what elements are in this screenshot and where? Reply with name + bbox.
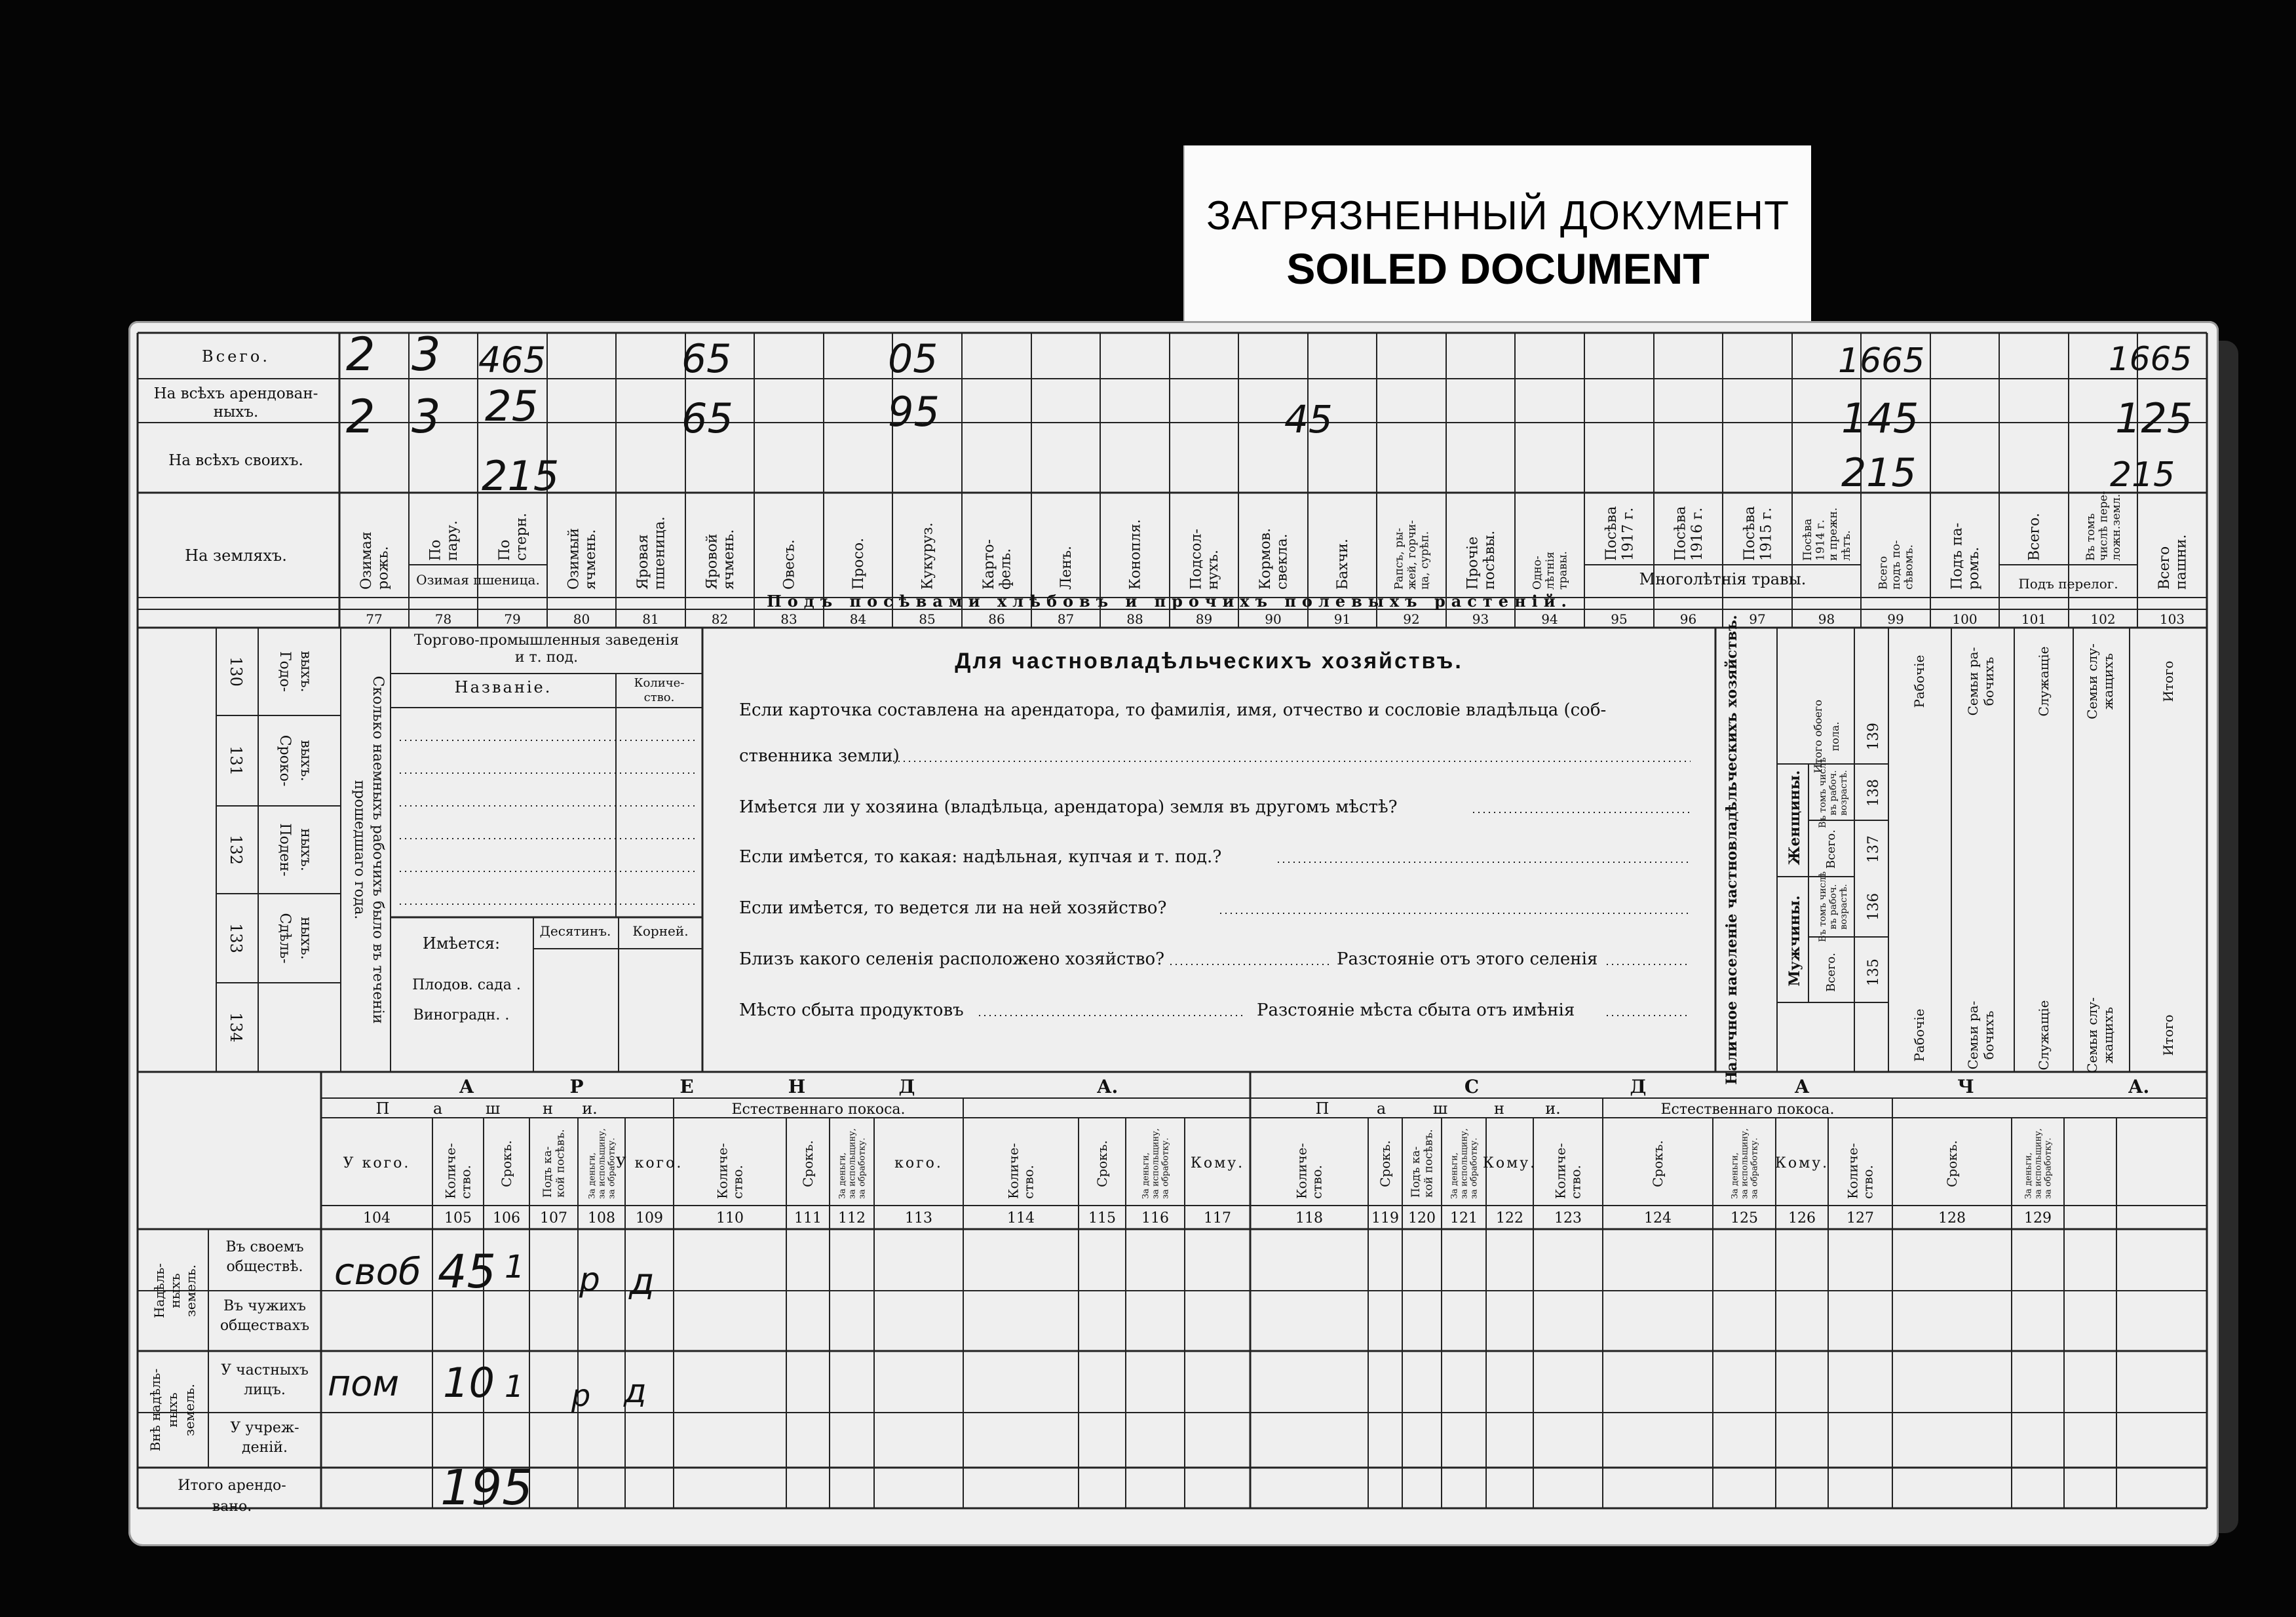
column-header-94: травы. (1556, 551, 1570, 590)
workers-col-number: 130 (227, 656, 245, 687)
column-number: 82 (711, 611, 729, 627)
population-right-col: Семьи слу- (2084, 997, 2100, 1073)
arenda-letter: А (459, 1076, 474, 1097)
population-right-col: Рабочiе (1911, 1008, 1927, 1062)
hand-total-rented: 195 (440, 1460, 533, 1516)
workers-title: Сколько наемныхъ рабочихъ было въ теченiи (370, 675, 386, 1024)
column-number: 90 (1265, 611, 1282, 627)
column-header-102: числѣ пере- (2097, 491, 2111, 561)
private-q-market: Мѣсто сбыта продуктовъ (739, 1000, 964, 1020)
lease-col-head: за обработку. (857, 1137, 868, 1199)
lease-col-head: Кому. (1482, 1155, 1537, 1171)
workers-col-label: ныхъ. (297, 917, 314, 960)
population-right-col: Служащiе (2036, 1000, 2052, 1071)
population-num: 137 (1866, 835, 1882, 863)
lease-col-head: за испольщину, (597, 1128, 607, 1199)
column-number: 88 (1126, 611, 1143, 627)
lease-col-head: ство. (1020, 1165, 1037, 1199)
column-number: 89 (1195, 611, 1213, 627)
column-header-102: Въ томъ (2084, 513, 2097, 561)
column-header-82: Яровой (704, 533, 721, 590)
lease-col-head: Срокъ. (1650, 1140, 1666, 1187)
column-header-80: ячмень. (582, 529, 599, 590)
private-q-other-land: Имѣется ли у хозяина (владѣльца, арендатора) земля въ другомъ мѣстѣ? (739, 797, 1398, 817)
column-number: 83 (780, 611, 797, 627)
column-header-79: По (497, 539, 514, 561)
lease-col-head: Срокъ. (1944, 1140, 1960, 1187)
population-right-col: бочихъ (1981, 1010, 1997, 1060)
group-grass-label: Многолѣтнiя травы. (1639, 570, 1807, 588)
pashni-letter: П (375, 1099, 390, 1118)
hand-own-society-crop: р (579, 1261, 600, 1299)
row-group-outside: земель. (182, 1383, 197, 1437)
hand-rented-sown: 145 (1841, 394, 1919, 442)
pashni-letter: а (432, 1099, 443, 1118)
population-right-col: Семьи слу- (2084, 643, 2100, 719)
private-q-owner: Если карточка составлена на арендатора, то фамилiя, имя, отчество и сословiе владѣльца (соб- (739, 700, 1607, 720)
row-label-rented: ныхъ. (213, 404, 259, 421)
arenda-letter: Р (569, 1076, 584, 1097)
lease-col-number: 121 (1450, 1210, 1478, 1227)
population-working: Въ томъ числѣ (1818, 757, 1828, 828)
lease-col-head: Срокъ. (499, 1140, 514, 1187)
workers-col-label: Годо- (277, 651, 293, 693)
hand-private-crop: р (571, 1378, 591, 1413)
hand-rented-melons: 45 (1284, 397, 1333, 442)
lease-col-head: Кому. (1190, 1155, 1245, 1171)
trade-name-header: Названiе. (454, 678, 552, 696)
label-ru: ЗАГРЯЗНЕННЫЙ ДОКУМЕНТ (1206, 193, 1789, 238)
row-other-society: обществахъ (220, 1318, 310, 1334)
population-right-col: жащихъ (2100, 653, 2116, 710)
lease-col-head: за обработку. (1750, 1137, 1760, 1199)
column-header-90: свекла. (1274, 533, 1291, 590)
hand-total-millet: 05 (888, 336, 938, 382)
lease-col-head: ство. (1567, 1165, 1584, 1199)
trade-qty-header: Количе- (634, 676, 685, 690)
lease-col-head: за обработку. (1469, 1137, 1480, 1199)
column-number: 98 (1818, 611, 1835, 627)
lease-col-head: Количе- (1845, 1143, 1861, 1199)
row-total: Итого арендо- (178, 1477, 286, 1494)
lease-col-head: за обработку. (1160, 1137, 1171, 1199)
population-title: Наличное населенiе частновладѣльческихъ хозяйствъ. (1723, 615, 1740, 1085)
hand-private-qty: 10 (443, 1359, 495, 1407)
row-group-outside: Внѣ надѣль- (147, 1368, 163, 1452)
column-number: 91 (1333, 611, 1351, 627)
column-header-91: Бахчи. (1335, 539, 1352, 590)
hand-rented-arable: 125 (2115, 394, 2193, 442)
population-right-col: Рабочiе (1911, 655, 1927, 708)
sdacha-letter: А (1794, 1076, 1810, 1097)
lease-col-number: 120 (1408, 1210, 1436, 1227)
column-header-84: Просо. (851, 537, 868, 590)
lease-col-head: ство. (729, 1165, 746, 1199)
lease-col-head: за испольщину, (2033, 1128, 2044, 1199)
workers-col-label: ныхъ. (297, 828, 314, 871)
column-header-95: 1917 г. (1620, 507, 1637, 561)
population-num: 138 (1866, 779, 1882, 807)
lease-col-head: Количе- (1005, 1143, 1022, 1199)
pashni-letter: н (543, 1099, 553, 1118)
lease-col-number: 129 (2024, 1210, 2052, 1227)
column-header-97: Посѣва (1742, 506, 1759, 561)
row-private: лицъ. (244, 1382, 286, 1398)
column-number: 93 (1472, 611, 1489, 627)
workers-col-label: Сроко- (277, 734, 293, 787)
trade-qty-header: ство. (643, 691, 675, 704)
hand-total-barley: 65 (681, 336, 732, 382)
group-wheat-label: Озимая пшеница. (416, 572, 540, 588)
lease-col-head: Срокъ. (1094, 1140, 1110, 1187)
column-header-97: 1915 г. (1758, 507, 1775, 561)
lease-col-head: кой посѣвъ. (1422, 1129, 1436, 1198)
population-right-col: жащихъ (2100, 1006, 2116, 1064)
workers-col-label: выхъ. (297, 651, 314, 693)
workers-col-number: 132 (227, 835, 245, 865)
column-header-98: 1914 г. (1814, 520, 1827, 561)
lease-col-number: 106 (493, 1210, 520, 1227)
row-group-nadel: Надѣль- (151, 1263, 167, 1319)
pashni-letter: и. (582, 1099, 598, 1118)
lease-col-head: за обработку. (2043, 1137, 2054, 1199)
lease-col-number: 110 (716, 1210, 744, 1227)
workers-col-number: 131 (227, 746, 245, 776)
trade-title: Торгово-промышленныя заведенiя (413, 632, 679, 649)
pashni-letter: ш (485, 1099, 501, 1118)
crops-banner: Подъ посѣвами хлѣбовъ и прочихъ полевыхъ растенiй. (767, 592, 1573, 611)
row-label-total: Всего. (202, 347, 270, 366)
group-fallow-label: Подъ перелог. (2018, 576, 2118, 592)
column-number: 96 (1679, 611, 1697, 627)
column-header-81: Яровая (635, 534, 652, 590)
population-working: въ рабоч. (1828, 884, 1839, 930)
lease-col-head: ство. (457, 1165, 474, 1199)
lease-col-number: 111 (794, 1210, 822, 1227)
arenda-letter: Н (788, 1076, 806, 1097)
workers-col-number: 134 (227, 1012, 245, 1042)
column-header-92: жей, горчи- (1405, 520, 1419, 590)
lease-col-head: У кого. (343, 1155, 411, 1171)
workers-col-label: Поден- (277, 823, 293, 877)
private-q-distance: Разстоянiе отъ этого селенiя (1337, 949, 1598, 969)
population-right-col: Итого (2160, 660, 2176, 702)
row-institutions: денiй. (242, 1439, 288, 1456)
lease-col-number: 127 (1846, 1210, 1874, 1227)
hand-own-society-term: 1 (505, 1249, 525, 1285)
row-group-nadel: ныхъ (167, 1273, 183, 1308)
lease-col-number: 115 (1088, 1210, 1116, 1227)
hand-rented-stubble: 25 (485, 383, 539, 431)
population-both: пола. (1829, 721, 1841, 751)
column-number: 97 (1749, 611, 1766, 627)
private-q-village: Близъ какого селенiя расположено хозяйство? (739, 949, 1165, 969)
column-header-93: посѣвы. (1481, 530, 1498, 590)
arenda-letter: Е (679, 1076, 694, 1097)
row-private: У частныхъ (221, 1362, 309, 1379)
column-number: 81 (642, 611, 659, 627)
workers-col-number: 133 (227, 923, 245, 953)
lease-col-head: Количе- (442, 1143, 459, 1199)
trade-has: Имѣется: (422, 934, 501, 953)
column-number: 101 (2021, 611, 2047, 627)
column-number: 77 (366, 611, 383, 627)
private-q-owner: ственника земли) (739, 746, 900, 766)
hand-own-sown: 215 (1841, 450, 1917, 496)
arenda-letter: Д (898, 1076, 915, 1097)
column-header-100: Подъ па- (1949, 522, 1966, 590)
lease-col-head: ство. (1860, 1165, 1876, 1199)
population-working: Въ томъ числѣ (1818, 871, 1828, 942)
lease-col-head: Количе- (714, 1143, 731, 1199)
population-total: Всего. (1824, 953, 1838, 992)
population-right-col: Служащiе (2036, 646, 2052, 717)
column-header-89: нухъ. (1204, 549, 1221, 590)
lease-col-head: За деньги, (587, 1152, 598, 1199)
column-header-77: Озимая (358, 531, 375, 590)
pokos-header: Естественнаго покоса. (731, 1101, 906, 1118)
lease-col-head: За деньги, (837, 1152, 848, 1199)
hand-rented-rye: 2 (346, 390, 375, 444)
pashni-letter: а (1376, 1099, 1387, 1118)
pashni-letter: н (1494, 1099, 1504, 1118)
trade-vineyard: Виноградн. . (413, 1007, 510, 1023)
trade-dess: Десятинъ. (539, 923, 611, 939)
lease-col-head: Срокъ. (800, 1140, 816, 1187)
column-header-86: фель. (997, 548, 1014, 590)
column-header-98: Посѣва (1801, 518, 1815, 561)
population-num: 136 (1866, 893, 1882, 921)
population-right-col: Семьи ра- (1965, 647, 1981, 716)
hand-own-society-qty: 45 (438, 1245, 497, 1299)
private-q-farming: Если имѣется, то ведется ли на ней хозяйство? (739, 898, 1167, 918)
lease-col-number: 116 (1141, 1210, 1169, 1227)
population-right-col: Семьи ра- (1965, 1000, 1981, 1070)
lease-col-number: 128 (1938, 1210, 1966, 1227)
population-num: 135 (1866, 959, 1882, 986)
hand-own-arable: 215 (2110, 455, 2175, 495)
lease-col-number: 118 (1295, 1210, 1323, 1227)
sdacha-letter: А. (2128, 1076, 2150, 1097)
column-header-96: Посѣва (1672, 506, 1689, 561)
column-header-92: Рапсъ, ры- (1392, 527, 1406, 590)
hand-own-society-terms: д (629, 1261, 655, 1303)
column-number: 99 (1887, 611, 1904, 627)
column-header-99: Всего (1877, 556, 1890, 590)
column-number: 78 (434, 611, 452, 627)
lease-col-head: за испольщину, (847, 1128, 858, 1199)
column-number: 84 (849, 611, 867, 627)
lease-col-head: У кого. (615, 1155, 683, 1171)
pashni-letter: П (1315, 1099, 1330, 1118)
lease-col-head: За деньги, (1141, 1152, 1151, 1199)
column-header-101: Всего. (2026, 512, 2043, 561)
population-women: Женщины. (1786, 770, 1803, 866)
lease-col-number: 114 (1007, 1210, 1035, 1227)
hand-private-term: 1 (505, 1369, 524, 1404)
population-num: 139 (1866, 723, 1882, 750)
hand-own-society-who: своб (334, 1251, 421, 1293)
column-header-90: Кормов. (1257, 527, 1274, 590)
column-number: 85 (919, 611, 936, 627)
lease-col-head: За деньги, (2023, 1152, 2034, 1199)
arenda-letter: А. (1096, 1076, 1119, 1097)
column-header-103: пашни. (2173, 534, 2190, 590)
column-header-80: Озимый (565, 528, 583, 590)
row-group-nadel: земель. (183, 1264, 199, 1318)
column-header-83: Овесъ. (781, 539, 798, 590)
pokos-header: Естественнаго покоса. (1660, 1101, 1835, 1118)
workers-title: прошедшаго года. (351, 780, 368, 920)
pashni-letter: и. (1545, 1099, 1561, 1118)
sdacha-letter: С (1464, 1076, 1480, 1097)
label-en: SOILED DOCUMENT (1286, 244, 1710, 293)
row-group-outside: ныхъ (164, 1392, 180, 1428)
row-label-own: На всѣхъ своихъ. (168, 452, 303, 469)
column-header-78: По (427, 539, 444, 561)
column-header-94: лѣтнiя (1543, 552, 1557, 590)
hand-rented-barley: 65 (681, 394, 733, 442)
hand-rented-millet: 95 (888, 388, 940, 436)
hand-own-stubble: 215 (482, 452, 560, 500)
hand-total-arable: 1665 (2109, 340, 2192, 378)
population-total: Всего. (1824, 829, 1838, 869)
column-header-93: Прочiе (1464, 536, 1482, 590)
lease-col-number: 107 (540, 1210, 567, 1227)
column-number: 79 (504, 611, 521, 627)
lease-col-head: Количе- (1552, 1143, 1569, 1199)
population-working: въ рабоч. (1828, 770, 1839, 816)
column-header-87: Ленъ. (1058, 545, 1075, 590)
lease-col-number: 104 (363, 1210, 391, 1227)
column-header-102: ложн.земл. (2110, 493, 2123, 561)
lease-col-head: За деньги, (1730, 1152, 1740, 1199)
lease-col-number: 125 (1731, 1210, 1758, 1227)
lease-col-number: 123 (1554, 1210, 1582, 1227)
column-header-77: рожь. (375, 546, 392, 590)
row-label-rented: На всѣхъ арендован- (153, 385, 318, 402)
lease-col-head: за обработку. (607, 1137, 617, 1199)
column-header-98: и прежн. (1827, 507, 1841, 561)
lease-col-head: ство. (1309, 1165, 1325, 1199)
lease-col-head: кого. (894, 1155, 943, 1171)
row-own-society: Въ своемъ (225, 1239, 304, 1255)
lease-col-number: 124 (1644, 1210, 1672, 1227)
trade-roots: Корней. (632, 923, 689, 939)
row-total: вано. (212, 1498, 252, 1515)
population-working: возрастѣ. (1839, 884, 1849, 930)
lease-col-head: за испольщину, (1151, 1128, 1161, 1199)
hand-total-fallow: 3 (411, 328, 441, 381)
workers-col-label: выхъ. (297, 740, 314, 782)
lease-col-number: 117 (1204, 1210, 1231, 1227)
column-number: 102 (2090, 611, 2116, 627)
lease-col-number: 112 (838, 1210, 866, 1227)
column-header-82: ячмень. (720, 529, 737, 590)
lease-col-head: Количе- (1293, 1143, 1310, 1199)
population-working: возрастѣ. (1839, 770, 1849, 816)
hand-total-stubble: 465 (478, 339, 546, 381)
row-own-society: обществѣ. (226, 1259, 303, 1275)
lease-col-number: 122 (1496, 1210, 1523, 1227)
lease-col-head: за испольщину, (1740, 1128, 1750, 1199)
population-right-col: бочихъ (1981, 656, 1997, 706)
column-header-99: сѣвомъ. (1902, 544, 1916, 590)
lease-col-number: 119 (1371, 1210, 1399, 1227)
lease-col-head: За деньги, (1449, 1152, 1460, 1199)
lease-col-head: Срокъ. (1377, 1140, 1393, 1187)
column-header-81: пшеница. (651, 516, 668, 590)
lease-col-head: Кому. (1774, 1155, 1829, 1171)
lease-col-head: кой посѣвъ. (554, 1129, 567, 1198)
hand-private-terms: д (624, 1372, 647, 1410)
hand-private-who: пом (328, 1363, 400, 1404)
lease-col-number: 113 (905, 1210, 932, 1227)
trade-garden: Плодов. сада . (412, 977, 521, 993)
column-header-85: Кукуруз. (919, 522, 936, 590)
hand-total-rye: 2 (346, 328, 375, 381)
column-header-78: пару. (444, 520, 461, 561)
row-other-society: Въ чужихъ (223, 1298, 306, 1314)
column-number: 87 (1057, 611, 1075, 627)
pashni-letter: ш (1432, 1099, 1448, 1118)
column-header-96: 1916 г. (1689, 507, 1706, 561)
hand-rented-fallow: 3 (411, 390, 441, 444)
column-header-95: Посѣва (1603, 506, 1620, 561)
column-header-92: ца, сурѣп. (1418, 531, 1432, 590)
column-header-98: лѣтъ. (1839, 530, 1853, 561)
lease-col-number: 109 (636, 1210, 663, 1227)
lease-col-head: Подъ ка- (541, 1146, 555, 1198)
private-q-land-type: Если имѣется, то какая: надѣльная, купчая и т. под.? (739, 847, 1222, 867)
row-label-lands: На земляхъ. (185, 546, 287, 565)
sdacha-letter: Д (1630, 1076, 1647, 1097)
column-header-103: Всего (2156, 546, 2173, 590)
trade-title: и т. под. (514, 649, 579, 666)
population-both: Итого обоего (1812, 700, 1824, 773)
column-header-86: Карто- (981, 539, 998, 590)
lease-col-number: 105 (444, 1210, 472, 1227)
column-number: 103 (2159, 611, 2185, 627)
column-number: 100 (1952, 611, 1978, 627)
workers-col-label: Сдѣль- (277, 913, 293, 964)
column-header-79: стерн. (513, 512, 530, 561)
column-header-99: подъ по- (1889, 540, 1903, 590)
private-title: Для частновладѣльческихъ хозяйствъ. (955, 649, 1463, 674)
column-header-88: Конопля. (1127, 519, 1144, 590)
column-header-100: ромъ. (1965, 546, 1982, 590)
row-institutions: У учреж- (230, 1420, 299, 1436)
private-q-market-distance: Разстоянiе мѣста сбыта отъ имѣнiя (1257, 1000, 1575, 1020)
population-men: Мужчины. (1786, 895, 1803, 987)
sdacha-letter: Ч (1957, 1076, 1974, 1097)
population-right-col: Итого (2160, 1014, 2176, 1056)
lease-col-head: за испольщину, (1459, 1128, 1470, 1199)
column-number: 95 (1611, 611, 1628, 627)
lease-col-head: Подъ ка- (1409, 1146, 1423, 1198)
column-number: 86 (988, 611, 1005, 627)
column-number: 94 (1541, 611, 1558, 627)
column-header-94: Одно- (1531, 556, 1544, 590)
column-number: 92 (1403, 611, 1420, 627)
lease-col-number: 108 (588, 1210, 615, 1227)
lease-col-number: 126 (1788, 1210, 1816, 1227)
hand-total-sown: 1665 (1838, 341, 1925, 381)
column-header-89: Подсол- (1188, 529, 1205, 590)
column-number: 80 (573, 611, 590, 627)
